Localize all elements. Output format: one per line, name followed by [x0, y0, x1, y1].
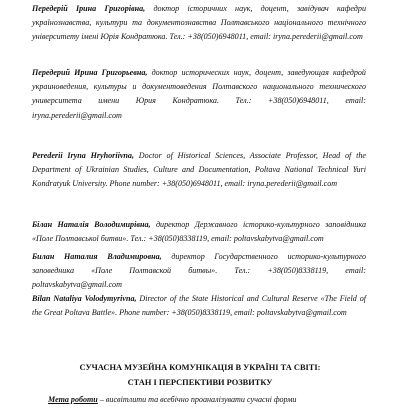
author-name: Передерій Ірина Григорівна,: [32, 4, 146, 13]
abstract-label: Мета роботи: [48, 395, 98, 404]
article-title-line-2: СТАН І ПЕРСПЕКТИВИ РОЗВИТКУ: [127, 378, 273, 387]
author-details: Director of the State Historical and Cultural Reserve «The Field of the Great Poltava Battle». Phone number: +38(050)8338119, email: poltavskabytva@gmail.com: [32, 294, 366, 318]
author-details: доктор исторических наук, доцент, заведующая кафедрой украиноведения, культуры и документоведения Полтавского национального технического университета имени Юрия Кондратюка. Тел.: +38(050)6948011, email: iryna.perederii@gmail.com: [32, 68, 366, 120]
coauthor-entry-uk: [32, 218, 366, 246]
coauthor-entry-ru: [32, 250, 366, 293]
author-details: директор Государственного историко-культурного заповедника «Поле Полтавской битвы». Тел.: +38(050)8338119, email: poltavskabytva@gmail.com: [32, 252, 366, 290]
author-details: Doctor of Historical Sciences, Associate Professor, Head of the Department of Ukrainian Studies, Culture and Documentation, Poltava National Technical Yuri Kondratyuk University. Phone number: +38(050)6948011, email: iryna.perederii@gmail.com: [32, 151, 366, 189]
author-details: директор Державного історико-культурного заповідника «Поле Полтавської битви». Тел.: +38(050)8338119, email: poltavskabytva@gmail.com: [32, 220, 366, 244]
author-entry-ru: [32, 66, 366, 123]
abstract-partial: [48, 393, 368, 407]
author-details: доктор історичних наук, доцент, завідувач кафедри українознавства, культури та документознавства Полтавського національного технічного університету імені Юрія Кондратюка. Тел.: +38(050)6948011, email: iryna.perederii@gmail.com: [32, 4, 366, 42]
abstract-text: – висвітлити та всебічно проаналізувати сучасні форми: [97, 395, 297, 404]
author-entry-uk: [32, 2, 366, 45]
author-name: Perederii Iryna Hryhoriivna,: [32, 151, 134, 160]
coauthor-entry-en: [32, 292, 366, 320]
author-name: Передерий Ирина Григорьевна,: [32, 68, 148, 77]
author-name: Билан Наталия Владимировна,: [32, 252, 162, 261]
author-name: Білан Наталія Володимирівна,: [32, 220, 151, 229]
author-entry-en: [32, 149, 366, 192]
article-title-line-1: СУЧАСНА МУЗЕЙНА КОМУНІКАЦІЯ В УКРАЇНІ ТА СВІТІ:: [79, 363, 321, 372]
author-name: Bilan Nataliya Volodymyrivna,: [32, 294, 137, 303]
